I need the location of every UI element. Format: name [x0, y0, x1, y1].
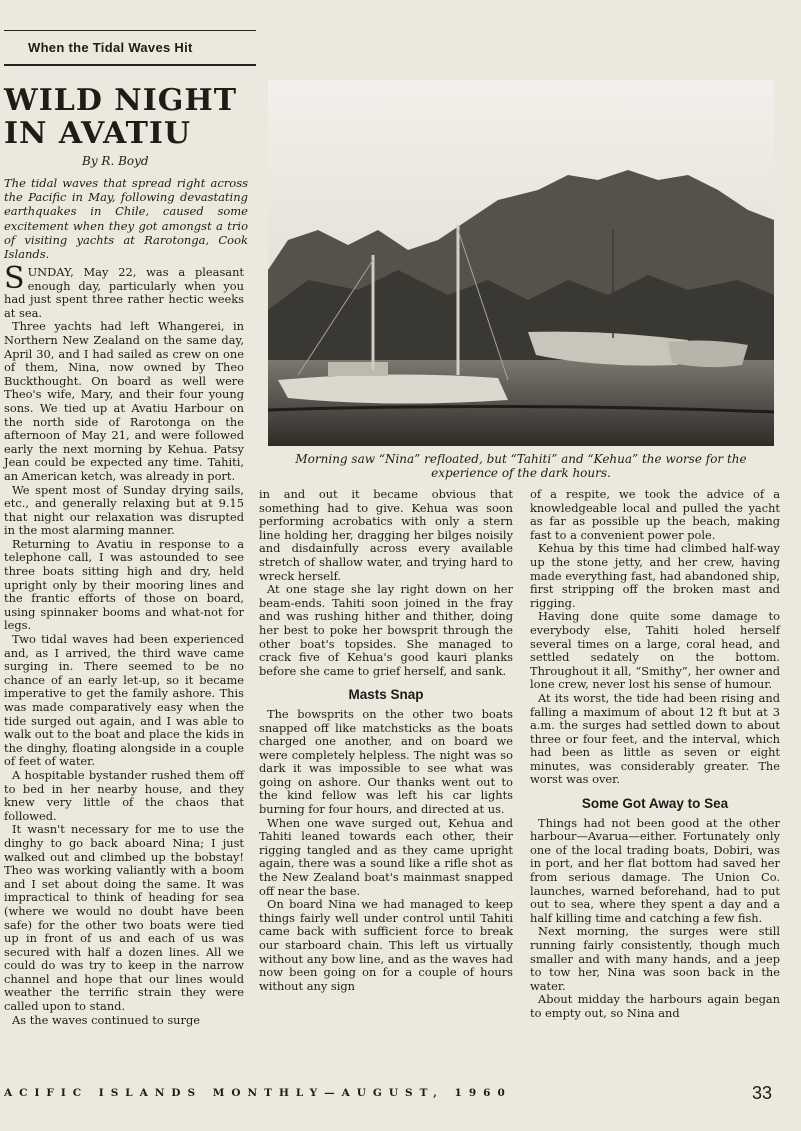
col3-paragraph: Next morning, the surges were still running fairly consistently, though much smaller and with many hands, and a jeep to tow her, Nina was soon back in the water.: [530, 924, 780, 993]
header-rule-top: [4, 30, 256, 31]
col3-paragraph: Things had not been good at the other harbour—Avarua—either. Fortunately only one of the local trading boats, Dobiri, was in port, and her flat bottom had saved her from serious damage. The Union Co. launches, warned beforehand, had to put out to sea, where they spent a day and a half killing time and catching a few fish.: [530, 815, 780, 925]
drop-cap: S: [4, 261, 25, 296]
col1-paragraph: Three yachts had left Whangerei, in Northern New Zealand on the same day, April 30, and I had sailed as crew on one of them, Nina, now owned by Theo Buckthought. On board as well were Theo's wife, Mary, and their four young sons. We tied up at Avatiu Harbour on the north side of Rarotonga on the afternoon of May 21, and were followed early the next morning by Kehua. Patsy Jean could be expected any time. Tahiti, an American ketch, was already in port.: [4, 319, 244, 483]
harbour-photo: [268, 80, 774, 446]
intro-paragraph: The tidal waves that spread right across the Pacific in May, following devastating earthquakes in Chile, caused some excitement when they got amongst a trio of visiting yachts at Rarotonga, Cook Islands.: [4, 176, 248, 262]
col1-paragraph: UNDAY, May 22, was a pleasant enough day, particularly when you had just spent three rather hectic weeks at sea.: [4, 265, 244, 320]
col1-paragraph: We spent most of Sunday drying sails, etc., and generally relaxing but at 9.15 that night our relaxation was disrupted in the most alarming manner.: [4, 482, 244, 538]
footer-publication: ACIFIC ISLANDS MONTHLY—AUGUST, 1960: [4, 1087, 512, 1099]
article-title: [4, 84, 256, 150]
section-heading: When the Tidal Waves Hit: [28, 40, 193, 55]
col1-paragraph: As the waves continued to surge: [12, 1012, 200, 1027]
col2-paragraph: in and out it became obvious that something had to give. Kehua was soon performing acrobatics with only a stern line holding her, dragging her bilges noisily and disdainfully across every available stretch of shallow water, and trying hard to wreck herself.: [259, 487, 513, 583]
col2-paragraph: The bowsprits on the other two boats snapped off like matchsticks as the boats charged one another, and on board we were completely helpless. The night was so dark it was impossible to see what was going on ashore. Our thanks went out to the kind fellow was left his car lights burning for four hours, and directed at us.: [259, 706, 513, 817]
subheading-some-got-away: Some Got Away to Sea: [581, 796, 729, 812]
col1-paragraph: It wasn't necessary for me to use the dinghy to go back aboard Nina; I just walked out and climbed up the bobstay! Theo was working valiantly with a boom and I set about doing the same. It was impractical to think of heading for sea (where we would no doubt have been safe) for the other two boats were tied up in front of us and each of us was secured with half a dozen lines. All we could do was try to keep in the narrow channel and hope that our lines would weather the terrific strain they were called upon to stand.: [4, 822, 244, 1014]
col3-paragraph: Kehua by this time had climbed half-way up the stone jetty, and her crew, having made everything fast, had abandoned ship, first stripping off the broken mast and rigging.: [530, 541, 780, 610]
subheading-masts-snap: Masts Snap: [348, 687, 424, 703]
header-rule-bottom: [4, 64, 256, 66]
col1-paragraph: A hospitable bystander rushed them off to bed in her nearby house, and they knew very little of the chaos that followed.: [4, 767, 244, 823]
byline: By R. Boyd: [82, 154, 149, 168]
col2-paragraph: At one stage she lay right down on her beam-ends. Tahiti soon joined in the fray and was rushing hither and thither, doing her best to poke her bowsprit through the other boat's topsides. She managed to crack five of Kehua's good kauri planks before she came to grief herself, and sank.: [259, 582, 513, 678]
col3-paragraph: of a respite, we took the advice of a knowledgeable local and pulled the yacht as far as possible up the beach, making fast to a convenient power pole.: [530, 487, 780, 542]
column-3: [530, 488, 780, 1021]
col2-paragraph: When one wave surged out, Kehua and Tahiti leaned towards each other, their rigging tangled and as they came upright again, there was a sound like a rifle shot as the New Zealand boat's mainmast snapped off near the base.: [259, 815, 513, 898]
col1-paragraph: Two tidal waves had been experienced and, as I arrived, the third wave came surging in. There seemed to be no chance of an early let-up, so it became imperative to get the family ashore. This was made comparatively easy when the tide surged out again, and I was able to walk out to the boat and place the kids in the dinghy, floating alongside in a couple of feet of water.: [4, 632, 244, 769]
col3-paragraph: About midday the harbours again began to empty out, so Nina and: [530, 992, 780, 1020]
title-line-1: WILD NIGHT: [4, 83, 238, 118]
column-1: [4, 261, 244, 1027]
col3-paragraph: Having done quite some damage to everybody else, Tahiti holed herself several times on a large, coral head, and settled sedately on the bottom. Throughout it all, “Smithy”, her owner and lone crew, never lost his sense of humour.: [530, 609, 780, 692]
page-number: 33: [752, 1083, 773, 1103]
col3-paragraph: At its worst, the tide had been rising and falling a maximum of about 12 ft but at 3 a.m. the surges had settled down to about three or four feet, and the interval, which had been as little as seven or eight minutes, was considerably greater. The worst was over.: [530, 690, 780, 787]
col1-paragraph: Returning to Avatiu in response to a telephone call, I was astounded to see three boats sitting high and dry, held upright only by their mooring lines and the frantic efforts of those on board, using spinnaker booms and what-not for legs.: [4, 536, 244, 633]
photo-caption: Morning saw “Nina” refloated, but “Tahiti” and “Kehua” the worse for the experience of the dark hours.: [295, 452, 747, 480]
column-2: [259, 488, 513, 993]
col2-paragraph: On board Nina we had managed to keep things fairly well under control until Tahiti came back with sufficient force to break our starboard chain. This left us virtually without any bow line, and as the waves had now been going on for a couple of hours without any sign: [259, 897, 513, 993]
title-line-2: IN AVATIU: [4, 116, 192, 151]
